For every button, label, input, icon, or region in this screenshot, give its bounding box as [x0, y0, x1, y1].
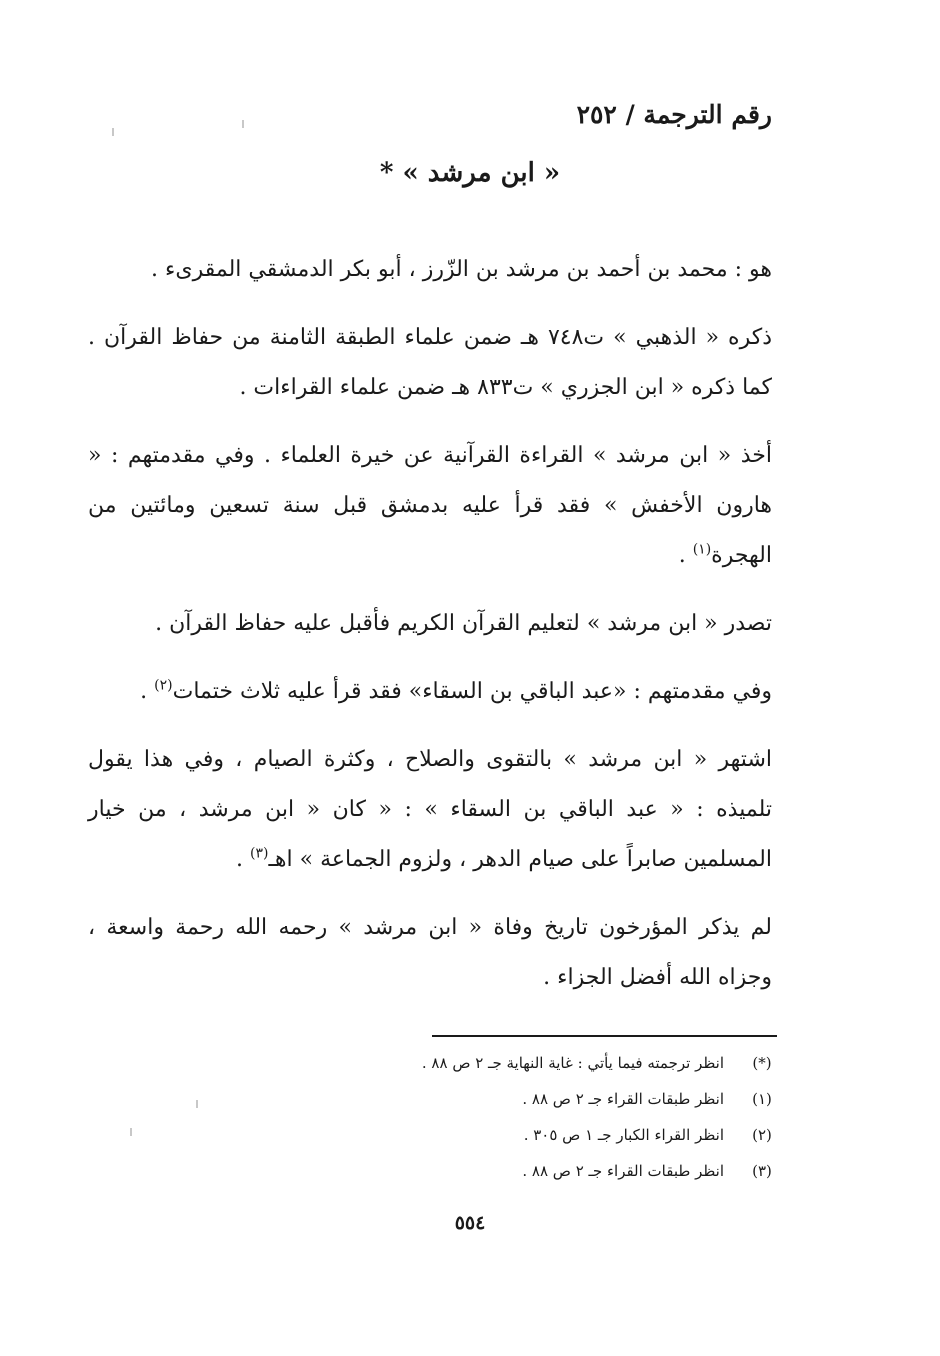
footnote-mark: (٣) [752, 1162, 772, 1180]
translation-number-header: رقم الترجمة / ٢٥٢ [576, 100, 772, 129]
paragraph-identity: هو : محمد بن أحمد بن مرشد بن الزّرز ، أبو بكر الدمشقي المقرىء . [151, 257, 772, 282]
footnote-mark: (٢) [752, 1126, 772, 1144]
paragraph-teachers: أخذ « ابن مرشد » القراءة القرآنية عن خيرة العلماء . وفي مقدمتهم : « هارون الأخفش » فقد قرأ عليه بدمشق قبل سنة تسعين ومائتين من الهجرة$^{(١)}$ . [88, 443, 772, 568]
paragraph-death: لم يذكر المؤرخون تاريخ وفاة « ابن مرشد » رحمه الله رحمة واسعة ، وجزاه الله أفضل الجزاء . [88, 915, 772, 990]
footnote-mark: (*) [752, 1054, 772, 1072]
footnote-text: انظر القراء الكبار جـ ١ ص ٣٠٥ . [523, 1126, 724, 1144]
paragraph-students: وفي مقدمتهم : «عبد الباقي بن السقاء» فقد قرأ عليه ثلاث ختمات$^{(٢)}$ . [140, 677, 772, 704]
scan-speck [242, 120, 244, 128]
footnote-item [360, 1153, 780, 1189]
footnote-item [360, 1081, 780, 1117]
footnote-divider [432, 1035, 777, 1037]
footnote-text: انظر طبقات القراء جـ ٢ ص ٨٨ . [522, 1162, 724, 1180]
footnotes [360, 1045, 780, 1189]
entry-title: « ابن مرشد » * [379, 158, 561, 188]
page-number: ٥٥٤ [454, 1212, 486, 1234]
scan-speck [130, 1128, 132, 1136]
footnote-text: انظر طبقات القراء جـ ٢ ص ٨٨ . [522, 1090, 724, 1108]
footnote-ref-2: (٢) [154, 677, 173, 694]
footnote-item [360, 1045, 780, 1081]
footnote-ref-1: (١) [692, 541, 712, 558]
scan-speck [112, 128, 114, 136]
biography-body [88, 245, 772, 1021]
paragraph-piety: اشتهر « ابن مرشد » بالتقوى والصلاح ، وكثرة الصيام ، وفي هذا يقول تلميذه : « عبد الباقي بن السقاء » : « كان « ابن مرشد ، من خيار المسلمين صابراً على صيام الدهر ، ولزوم الجماعة » اهـ$^{(٣)}$ . [88, 747, 772, 872]
paragraph-teaching: تصدر « ابن مرشد » لتعليم القرآن الكريم فأقبل عليه حفاظ القرآن . [155, 611, 772, 636]
footnote-text: انظر ترجمته فيما يأتي : غاية النهاية جـ ٢ ص ٨٨ . [421, 1054, 724, 1072]
footnote-ref-3: (٣) [250, 845, 269, 862]
paragraph-mentions: ذكره « الذهبي » ت٧٤٨ هـ ضمن علماء الطبقة الثامنة من حفاظ القرآن . كما ذكره « ابن الجزري » ت٨٣٣ هـ ضمن علماء القراءات . [88, 325, 772, 400]
footnote-item [360, 1117, 780, 1153]
footnote-mark: (١) [752, 1090, 772, 1108]
scan-speck [196, 1100, 198, 1108]
